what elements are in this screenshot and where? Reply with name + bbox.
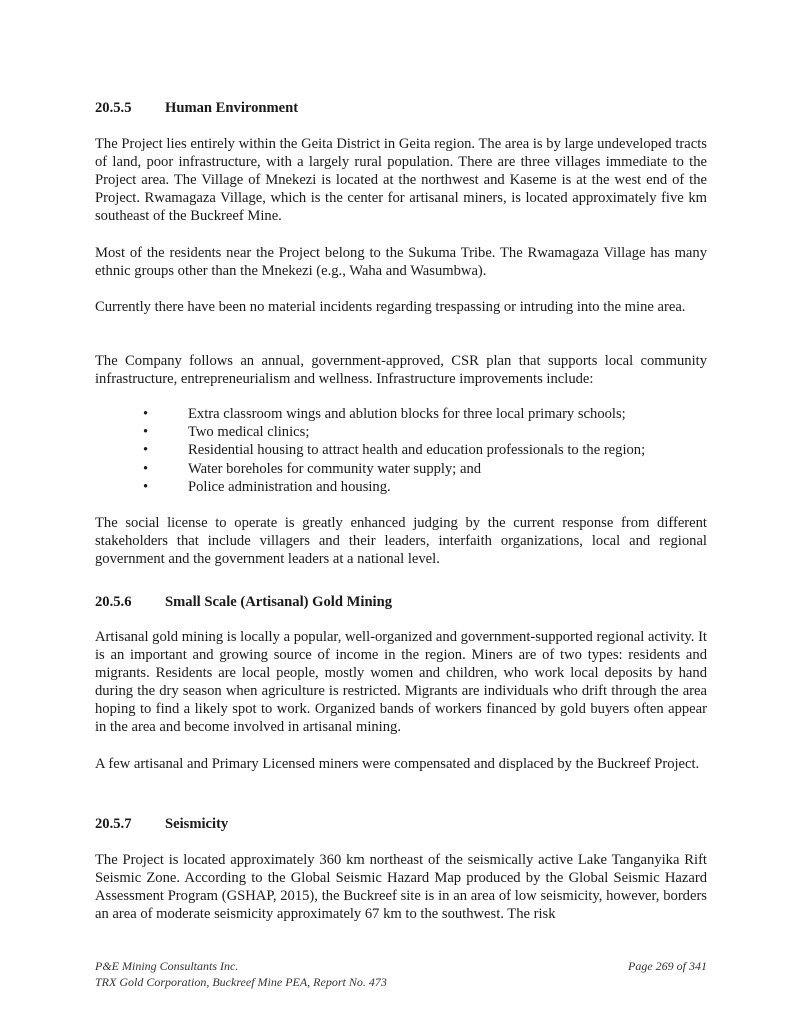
section-title: Human Environment xyxy=(165,100,299,116)
section-title: Seismicity xyxy=(165,816,229,832)
footer-company: P&E Mining Consultants Inc. xyxy=(95,959,239,973)
section-heading-seismicity xyxy=(95,815,707,833)
paragraph: The social license to operate is greatly enhanced judging by the current response from different stakeholders that include villagers and their leaders, interfaith organizations, local and regional government and the government leaders at a national level. xyxy=(95,515,707,567)
section-number: 20.5.6 xyxy=(95,594,132,610)
paragraph: The Company follows an annual, government-approved, CSR plan that supports local community infrastructure, entrepreneurialism and wellness. Infrastructure improvements include: xyxy=(95,353,707,387)
bullet: • xyxy=(143,442,149,459)
list-item xyxy=(95,441,707,459)
paragraph: A few artisanal and Primary Licensed miners were compensated and displaced by the Buckreef Project. xyxy=(95,756,700,772)
paragraph: Most of the residents near the Project belong to the Sukuma Tribe. The Rwamagaza Village has many ethnic groups other than the Mnekezi (e.g., Waha and Wasumbwa). xyxy=(95,245,707,279)
bullet: • xyxy=(143,424,149,441)
paragraph: Artisanal gold mining is locally a popular, well-organized and government-supported regional activity. It is an important and growing source of income in the region. Miners are of two types: residents and migrants. Residents are local people, mostly women and children, who work local deposits by hand during the dry season when agriculture is restricted. Migrants are individuals who drift through the area hoping to find a likely spot to work. Organized bands of workers financed by gold buyers often appear in the area and become involved in artisanal mining. xyxy=(95,629,707,735)
list-item xyxy=(95,423,707,441)
paragraph: The Project lies entirely within the Geita District in Geita region. The area is by large undeveloped tracts of land, poor infrastructure, with a largely rural population. There are three villages immediate to the Project area. The Village of Mnekezi is located at the northwest and Kaseme is at the west end of the Project. Rwamagaza Village, which is the center for artisanal miners, is located approximately five km southeast of the Buckreef Mine. xyxy=(95,136,707,224)
bullet: • xyxy=(143,406,149,422)
list-item-text: Water boreholes for community water supply; and xyxy=(188,460,482,477)
bullet: • xyxy=(143,460,149,477)
list-item-text: Extra classroom wings and ablution blocks for three local primary schools; xyxy=(188,406,626,422)
footer-report: TRX Gold Corporation, Buckreef Mine PEA, Report No. 473 xyxy=(95,975,387,989)
footer-page-number: Page 269 of 341 xyxy=(628,959,707,973)
bullet: • xyxy=(143,478,149,495)
section-number: 20.5.7 xyxy=(95,816,132,832)
section-number: 20.5.5 xyxy=(95,100,132,116)
list-item xyxy=(95,460,707,478)
section-heading-human-environment xyxy=(95,99,707,117)
list-item xyxy=(95,478,707,496)
list-item-text: Police administration and housing. xyxy=(188,478,391,495)
infrastructure-list xyxy=(95,405,707,496)
list-item-text: Two medical clinics; xyxy=(188,424,310,441)
list-item-text: Residential housing to attract health and education professionals to the region; xyxy=(188,442,646,459)
section-heading-artisanal-mining xyxy=(95,593,707,611)
paragraph: The Project is located approximately 360 km northeast of the seismically active Lake Tanganyika Rift Seismic Zone. According to the Global Seismic Hazard Map produced by the Global Seismic Hazard Assessment Program (GSHAP, 2015), the Buckreef site is in an area of low seismicity, however, borders an area of moderate seismicity approximately 67 km to the southwest. The risk xyxy=(95,852,707,922)
paragraph: Currently there have been no material incidents regarding trespassing or intruding into the mine area. xyxy=(95,299,686,315)
section-title: Small Scale (Artisanal) Gold Mining xyxy=(165,594,393,610)
page-footer xyxy=(95,958,707,990)
list-item xyxy=(95,405,707,423)
